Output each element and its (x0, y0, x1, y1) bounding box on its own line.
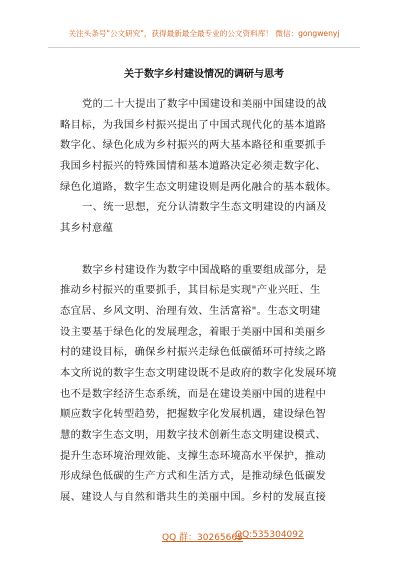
body-line: 顺应数字化转型趋势，把握数字化发展机遇，建设绿色智 (60, 408, 327, 421)
body-line: 慧的数字生态文明，用数字技术创新生态文明建设模式、 (60, 429, 327, 441)
body-line: 党的二十大提出了数字中国建设和美丽中国建设的战 (82, 98, 327, 110)
promo-header: 关注头条号"公文研究"，获得最新最全最专业的公文资料库！ 微信：gongwenyj (68, 29, 340, 38)
body-line: 本文所说的数字生态文明建设既不是政府的数字化发展环境 (60, 366, 337, 379)
body-line: 提升生态环境治理效能、支撑生态环境高水平保护，推动 (60, 449, 327, 462)
body-line: 略目标，为我国乡村振兴提出了中国式现代化的基本道路 (60, 118, 327, 131)
header-divider (48, 47, 360, 48)
document-title: 关于数字乡村建设情况的调研与思考 (124, 69, 284, 80)
body-line: 村的建设目标，确保乡村振兴走绿色低碳循环可持续之路 (60, 346, 327, 359)
paragraph-gap (60, 239, 358, 260)
body-line: 态宜居、乡风文明、治理有效、生活富裕"。生态文明建 (60, 304, 321, 317)
body-line: 形成绿色低碳的生产方式和生活方式，是推动绿色低碳发 (60, 470, 327, 483)
qq-contact-link[interactable]: QQ:535304092 (235, 530, 304, 540)
body-line: 数字乡村建设作为数字中国战略的重要组成部分，是 (82, 263, 327, 276)
body-line: 我国乡村振兴的特殊国情和基本道路决定必须走数字化、 (60, 160, 327, 173)
body-line: 推动乡村振兴的重要抓手，其目标是实现"产业兴旺、生 (60, 284, 321, 297)
qq-group-link[interactable]: QQ 群：30265665 (162, 533, 243, 543)
body-line: 数字化、绿色化成为乡村振兴的两大基本路径和重要抓手 (60, 139, 327, 152)
body-line: 也不是数字经济生态系统，而是在建设美丽中国的进程中 (60, 387, 327, 400)
body-line: 设主要基于绿色化的发展理念，着眼于美丽中国和美丽乡 (60, 325, 327, 338)
document-body (60, 94, 358, 508)
body-line: 绿色化道路，数字生态文明建设则是两化融合的基本载体。 (60, 180, 337, 193)
section-heading: 一、统一思想，充分认清数字生态文明建设的内涵及 (82, 201, 327, 214)
section-heading-cont: 其乡村意蕴 (60, 222, 114, 235)
body-line: 展、建设人与自然和谐共生的美丽中国。乡村的发展直接 (60, 491, 327, 504)
